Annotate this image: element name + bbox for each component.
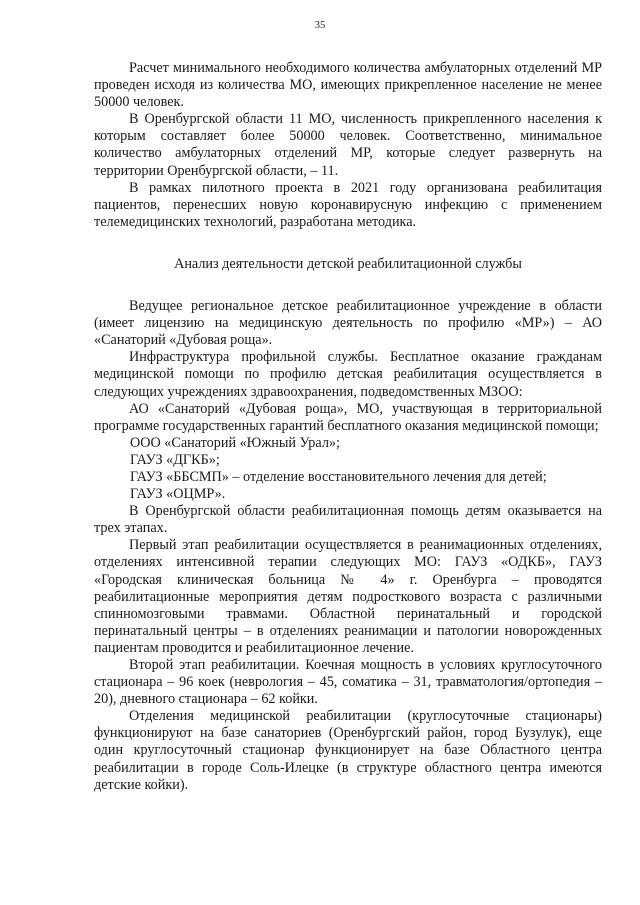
paragraph-orenburg-mo-count: В Оренбургской области 11 МО, численность прикрепленного населения к которым составляет более 50000 человек. Соответственно, минимальное количество амбулаторных отделений МР, которые следует развернуть на территории Оренбургской области, – 11. (94, 111, 602, 179)
section-heading: Анализ деятельности детской реабилитационной службы (174, 255, 522, 272)
list-item: ГАУЗ «ББСМП» – отделение восстановительного лечения для детей; (130, 468, 547, 485)
list-item: ГАУЗ «ОЦМР». (130, 486, 226, 503)
paragraph-leading-institution: Ведущее региональное детское реабилитационное учреждение в области (имеет лицензию на медицинскую деятельность по профилю «МР») – АО «Санаторий «Дубовая роща». (94, 298, 602, 349)
document-body (94, 60, 602, 794)
list-item: ГАУЗ «ДГКБ»; (130, 451, 220, 468)
paragraph-second-stage: Второй этап реабилитации. Коечная мощность в условиях круглосуточного стационара – 96 коек (неврология – 45, соматика – 31, травматология/ортопедия – 20), дневного стационара – 62 койки. (94, 657, 602, 708)
list-item: ООО «Санаторий «Южный Урал»; (130, 434, 340, 451)
paragraph-first-stage: Первый этап реабилитации осуществляется в реанимационных отделениях, отделениях интенсивной терапии следующих МО: ГАУЗ «ОДКБ», ГАУЗ «Городская клиническая больница № 4» г. Оренбурга – проводятся реабилитационные мероприятия детям подросткового возраста с различными спинномозговыми травмами. Областной перинатальный и городской перинатальный центры – в отделениях реанимации и патологии новорожденных пациентам проводится и реабилитационное лечение. (94, 537, 602, 656)
page-number: 35 (314, 20, 326, 31)
paragraph-ao-sanatorium: АО «Санаторий «Дубовая роща», МО, участвующая в территориальной программе государственных гарантий бесплатного оказания медицинской помощи; (94, 400, 602, 434)
paragraph-three-stages: В Оренбургской области реабилитационная помощь детям оказывается на трех этапах. (94, 503, 602, 537)
paragraph-ambulatory-calc: Расчет минимального необходимого количества амбулаторных отделений МР проведен исходя из количества МО, имеющих прикрепленное население не менее 50000 человек. (94, 60, 602, 111)
paragraph-rehab-departments: Отделения медицинской реабилитации (круглосуточные стационары) функционируют на базе санаториев (Оренбургский район, город Бузулук), еще один круглосуточный стационар функционирует на базе Областного центра реабилитации в городе Соль-Илецке (в структуре областного центра имеются детские койки). (94, 708, 602, 793)
paragraph-infrastructure: Инфраструктура профильной службы. Бесплатное оказание гражданам медицинской помощи по профилю детская реабилитация осуществляется в следующих учреждениях здравоохранения, подведомственных МЗОО: (94, 349, 602, 400)
paragraph-pilot-project: В рамках пилотного проекта в 2021 году организована реабилитация пациентов, перенесших новую коронавирусную инфекцию с применением телемедицинских технологий, разработана методика. (94, 179, 602, 230)
